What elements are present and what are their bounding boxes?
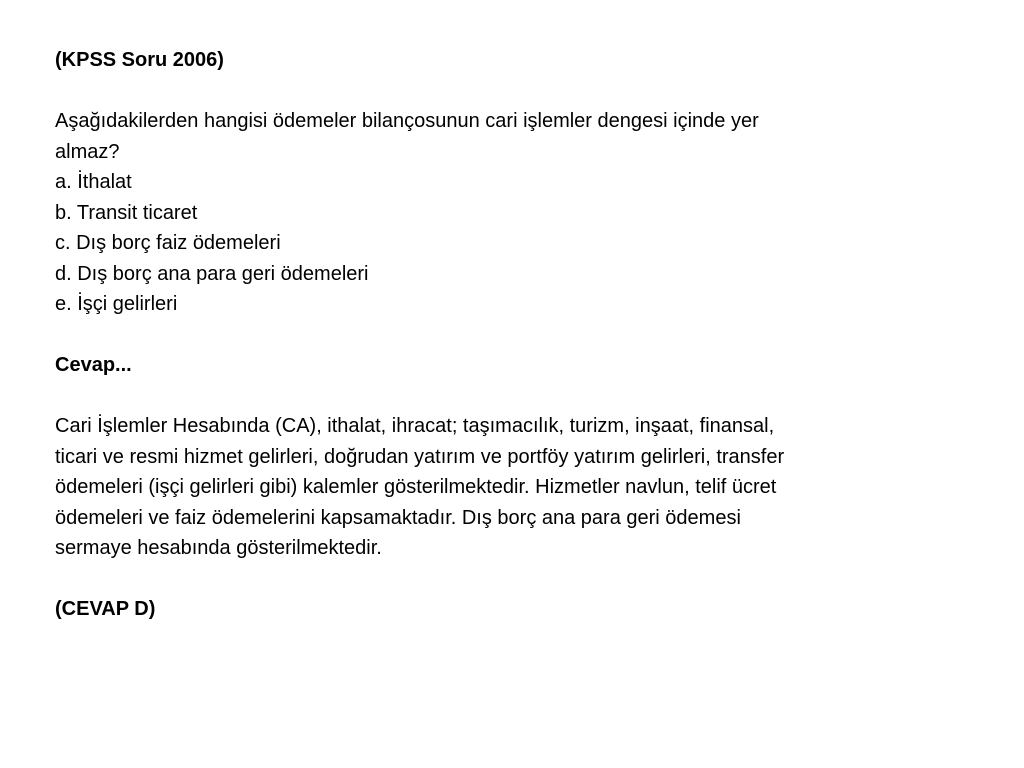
spacer <box>55 381 955 412</box>
question-title: (KPSS Soru 2006) <box>55 49 224 71</box>
spacer <box>55 76 955 107</box>
option-c: c. Dış borç faiz ödemeleri <box>55 232 281 254</box>
explanation-line-4: ödemeleri ve faiz ödemelerini kapsamaktadır. Dış borç ana para geri ödemesi <box>55 506 741 529</box>
slide-content <box>55 45 955 625</box>
explanation-line-5: sermaye hesabında gösterilmektedir. <box>55 537 382 559</box>
question-text-line-1: Aşağıdakilerden hangisi ödemeler bilançosunun cari işlemler dengesi içinde yer <box>55 110 759 132</box>
spacer <box>55 320 955 351</box>
spacer <box>55 564 955 595</box>
option-d: d. Dış borç ana para geri ödemeleri <box>55 262 369 285</box>
option-a: a. İthalat <box>55 171 132 193</box>
option-e: e. İşçi gelirleri <box>55 293 178 315</box>
explanation-line-1: Cari İşlemler Hesabında (CA), ithalat, ihracat; taşımacılık, turizm, inşaat, finansal, <box>55 415 775 437</box>
option-b: b. Transit ticaret <box>55 201 198 224</box>
explanation-line-2: ticari ve resmi hizmet gelirleri, doğrudan yatırım ve portföy yatırım gelirleri, transfer <box>55 445 785 468</box>
question-text-line-2: almaz? <box>55 140 120 163</box>
answer-heading: Cevap... <box>55 354 132 376</box>
final-answer: (CEVAP D) <box>55 598 156 620</box>
explanation-line-3: ödemeleri (işçi gelirleri gibi) kalemler gösterilmektedir. Hizmetler navlun, telif ücret <box>55 476 777 498</box>
